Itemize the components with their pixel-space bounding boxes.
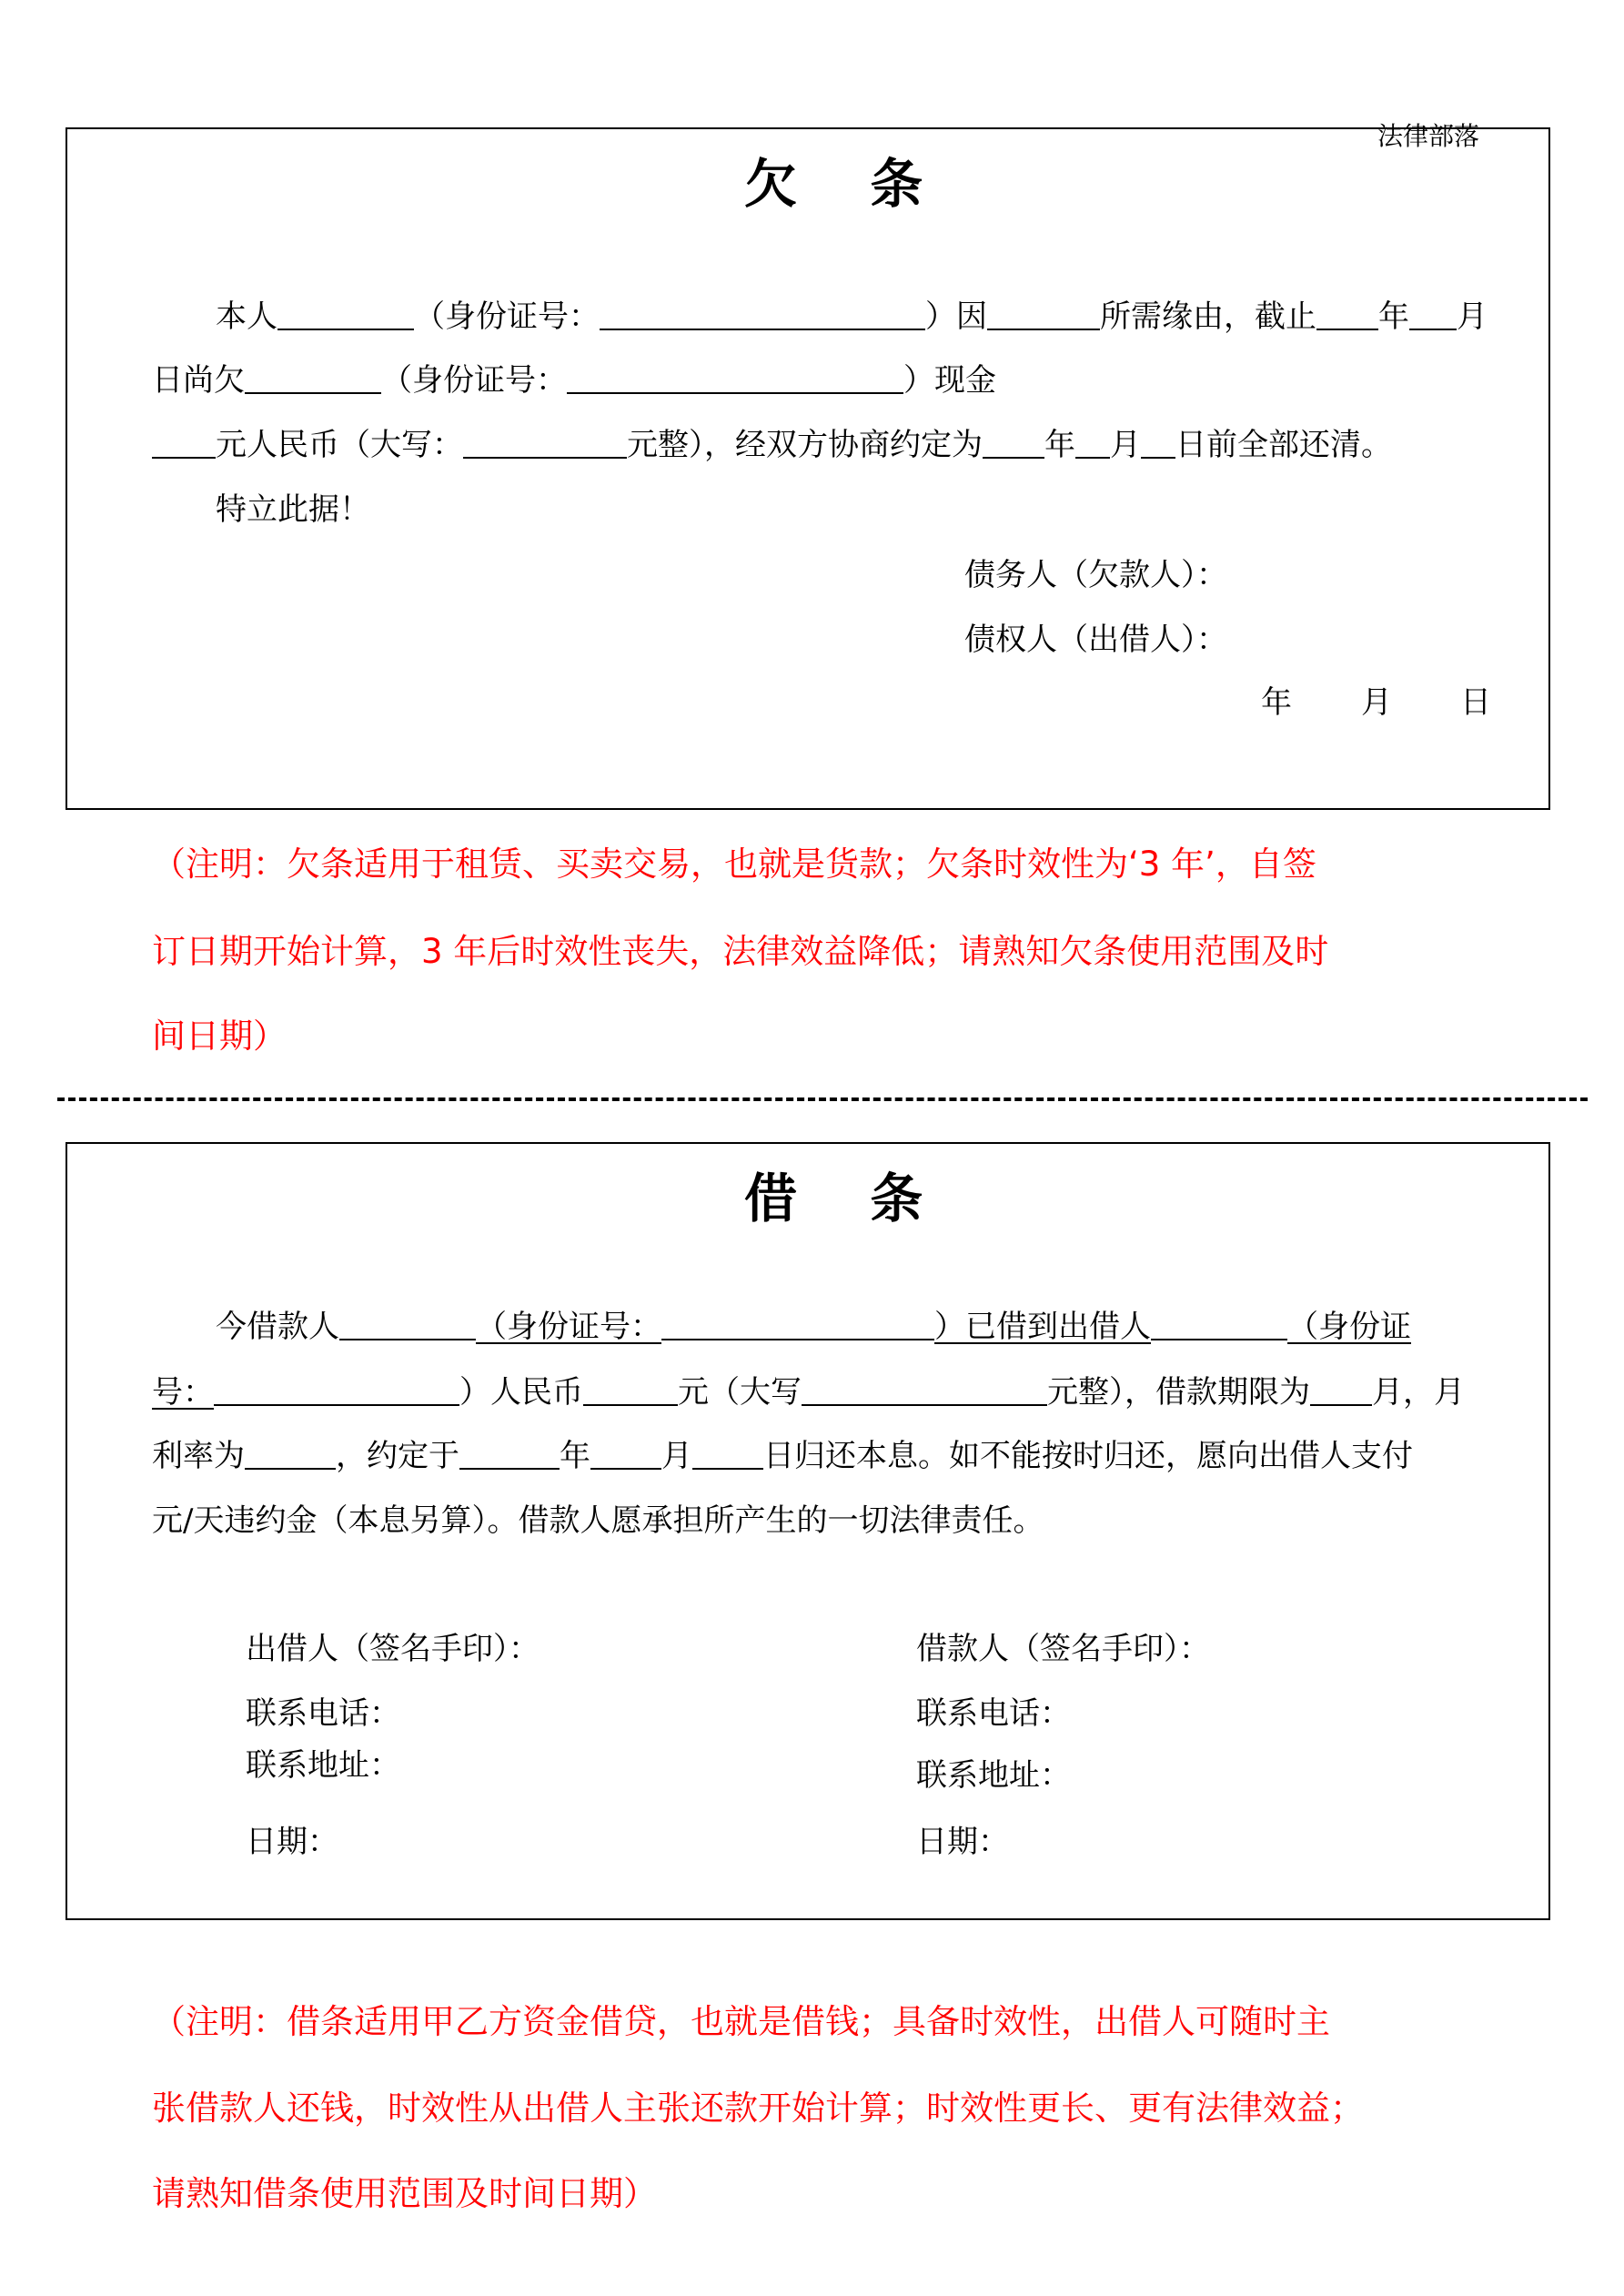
creditor-name-blank[interactable] [245, 363, 381, 394]
iou-note-line-3: 间日期） [152, 1017, 287, 1056]
loan-line-2: 号： ）人民币 元（大写 元整），借款期限为 月，月 [152, 1374, 1465, 1411]
iou-line-1: 本人 （身份证号： ）因 所需缘由，截止 年 月 [216, 298, 1488, 335]
repay-year-blank[interactable] [459, 1439, 560, 1470]
iou-creditor-label: 债权人（出借人）： [964, 622, 1227, 658]
due-year-blank[interactable] [983, 428, 1044, 459]
lender-sign-label: 出借人（签名手印）： [246, 1631, 540, 1667]
borrower-name-blank[interactable] [339, 1310, 476, 1340]
debtor-id-blank[interactable] [600, 299, 925, 330]
cut-line [57, 1097, 1588, 1101]
loan-note-line-2: 张借款人还钱，时效性从出借人主张还款开始计算；时效性更长、更有法律效益； [152, 2089, 1364, 2128]
cutoff-year-blank[interactable] [1316, 299, 1378, 330]
iou-title: 欠 条 [744, 153, 951, 215]
debtor-name-blank[interactable] [277, 299, 414, 330]
borrower-sign-label: 借款人（签名手印）： [916, 1631, 1210, 1667]
amount-blank[interactable] [152, 428, 216, 459]
lender-date-label: 日期： [246, 1824, 338, 1860]
lender-id-blank[interactable] [214, 1375, 459, 1406]
loan-line-3: 利率为 ，约定于 年 月 日归还本息。如不能按时归还，愿向出借人支付 [152, 1438, 1413, 1474]
borrower-date-label: 日期： [916, 1824, 1009, 1860]
iou-line-2: 日尚欠 （身份证号： ）现金 [152, 362, 996, 399]
iou-line-3: 元人民币（大写： 元整），经双方协商约定为 年 月 日前全部还清。 [152, 427, 1392, 463]
iou-form-box [66, 127, 1550, 810]
borrower-address-label: 联系地址： [916, 1757, 1071, 1794]
repay-month-blank[interactable] [590, 1439, 661, 1470]
loan-note-line-1: （注明：借条适用甲乙方资金借贷，也就是借钱；具备时效性，出借人可随时主 [152, 2002, 1330, 2041]
brand-watermark: 法律部落 [1377, 121, 1480, 151]
cutoff-month-blank[interactable] [1409, 299, 1457, 330]
iou-note-line-1: （注明：欠条适用于租赁、买卖交易，也就是货款；欠条时效性为‘3 年’，自签 [152, 845, 1316, 884]
amount-uppercase-blank[interactable] [463, 428, 627, 459]
interest-rate-blank[interactable] [245, 1439, 336, 1470]
lender-phone-label: 联系电话： [246, 1695, 400, 1732]
iou-date-year: 年 [1261, 684, 1292, 721]
loan-line-4: 元/天违约金（本息另算）。借款人愿承担所产生的一切法律责任。 [152, 1502, 1044, 1539]
iou-note-line-2: 订日期开始计算，3 年后时效性丧失，法律效益降低；请熟知欠条使用范围及时 [152, 932, 1329, 971]
loan-amount-uppercase-blank[interactable] [802, 1375, 1047, 1406]
iou-date-day: 日 [1460, 684, 1491, 721]
loan-note-line-3: 请熟知借条使用范围及时间日期） [152, 2174, 657, 2213]
loan-amount-blank[interactable] [583, 1375, 678, 1406]
creditor-id-blank[interactable] [567, 363, 903, 394]
borrower-id-blank[interactable] [661, 1310, 934, 1340]
loan-title: 借 条 [744, 1168, 951, 1229]
loan-line-1: 今借款人 （身份证号： ）已借到出借人 （身份证 [216, 1309, 1411, 1345]
due-day-blank[interactable] [1141, 428, 1175, 459]
reason-blank[interactable] [987, 299, 1100, 330]
iou-debtor-label: 债务人（欠款人）： [964, 557, 1227, 593]
lender-name-blank[interactable] [1151, 1310, 1287, 1340]
iou-date-month: 月 [1361, 684, 1392, 721]
iou-line-4: 特立此据！ [216, 491, 370, 528]
repay-day-blank[interactable] [692, 1439, 763, 1470]
lender-address-label: 联系地址： [246, 1747, 400, 1784]
borrower-phone-label: 联系电话： [916, 1695, 1071, 1732]
loan-term-blank[interactable] [1310, 1375, 1372, 1406]
due-month-blank[interactable] [1075, 428, 1110, 459]
